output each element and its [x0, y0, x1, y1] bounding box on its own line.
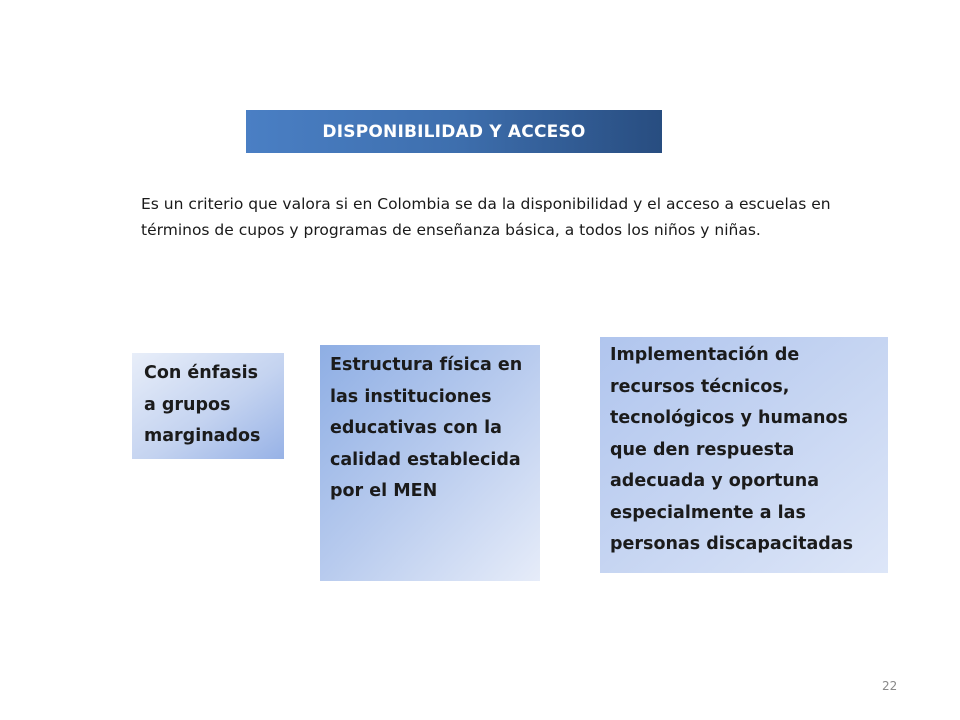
criterion-box-physical-structure: Estructura física en las instituciones educativas con la calidad establecida por el MEN	[320, 345, 540, 581]
slide-title: DISPONIBILIDAD Y ACCESO	[246, 110, 662, 153]
description-text: Es un criterio que valora si en Colombia se da la disponibilidad y el acceso a escuelas en términos de cupos y programas de enseñanza básica, a todos los niños y niñas.	[141, 195, 831, 239]
criterion-box-marginalized-groups: Con énfasis a grupos marginados	[132, 353, 284, 459]
criterion-box-resources: Implementación de recursos técnicos, tecnológicos y humanos que den respuesta adecuada y oportuna especialmente a las personas discapacitadas	[600, 337, 888, 573]
page-number: 22	[882, 679, 898, 693]
